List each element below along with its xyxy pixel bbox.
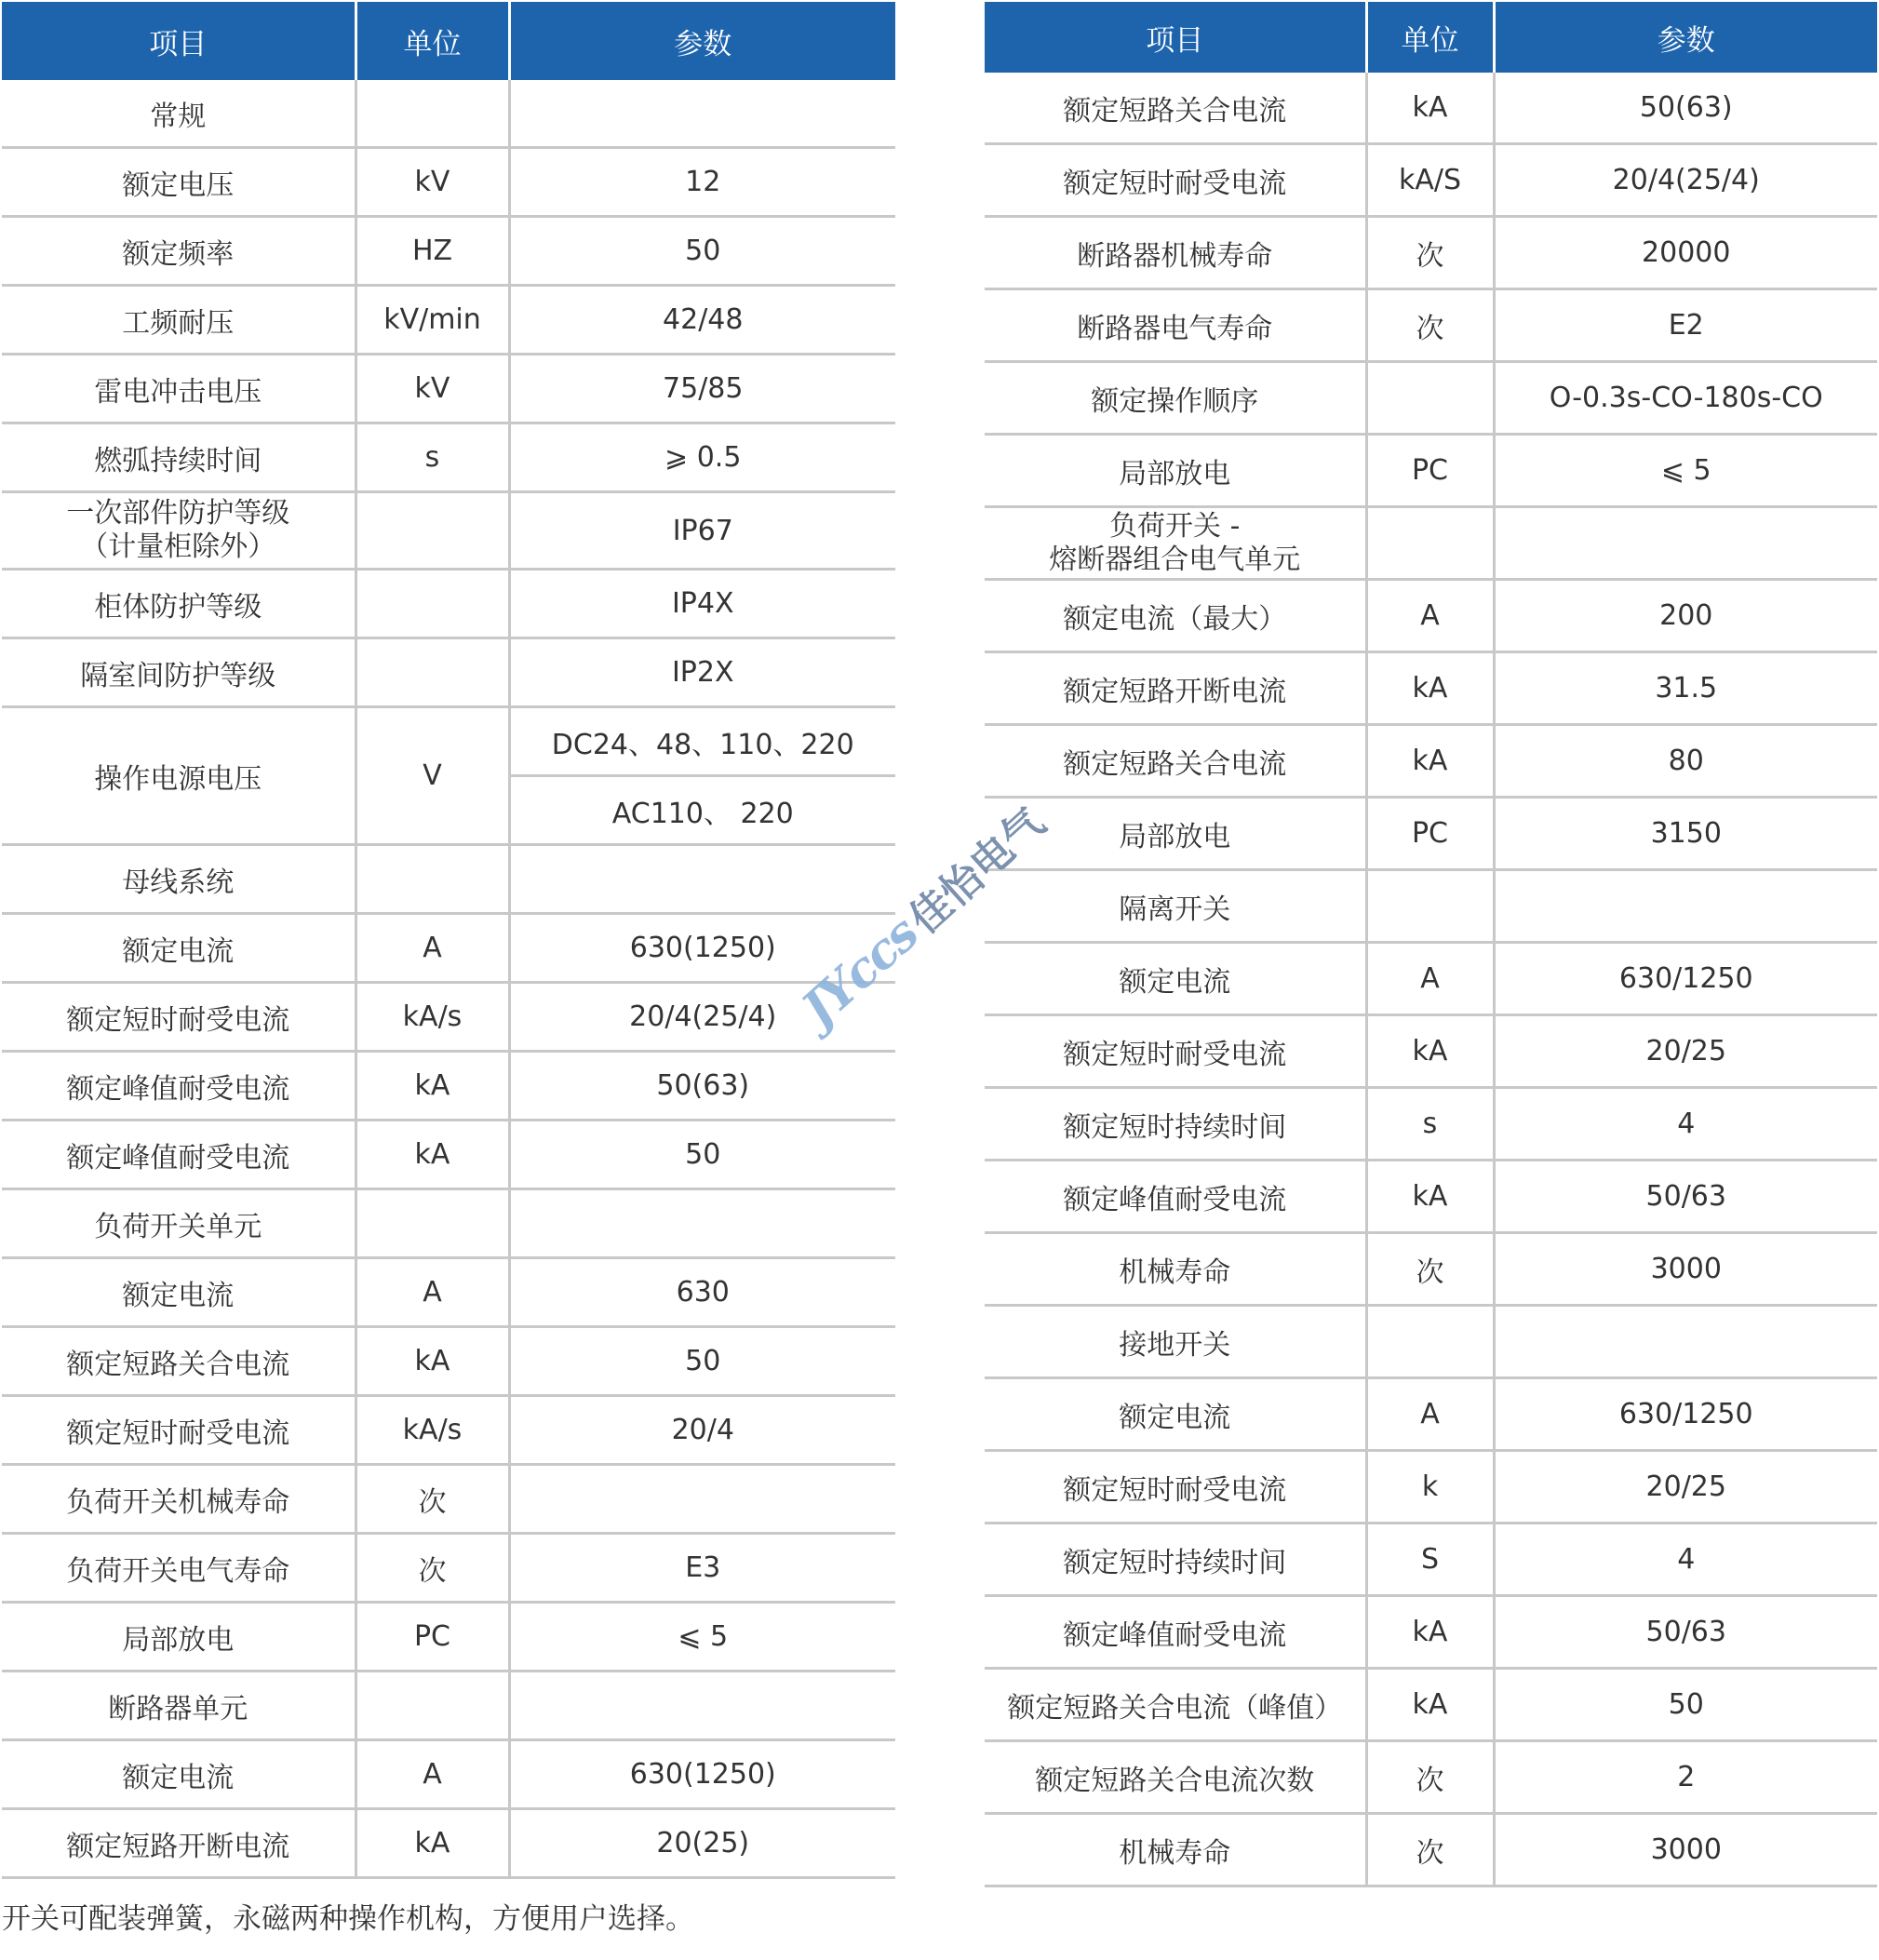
- cell-item: 断路器单元: [2, 1671, 356, 1740]
- cell-item: 额定短时持续时间: [985, 1524, 1366, 1596]
- cell-item: 额定电流: [2, 1258, 356, 1327]
- cell-param: 50: [509, 1327, 895, 1396]
- cell-param: 2: [1494, 1741, 1877, 1814]
- cell-param: 3150: [1494, 798, 1877, 870]
- cell-unit: A: [356, 1740, 509, 1809]
- cell-unit: kA: [1366, 1015, 1494, 1088]
- cell-unit: [1366, 362, 1494, 435]
- cell-param: IP2X: [509, 638, 895, 707]
- table-row: [2, 1121, 895, 1189]
- cell-param: IP4X: [509, 570, 895, 638]
- cell-item: 额定电流（最大）: [985, 580, 1366, 652]
- cell-item: 负荷开关电气寿命: [2, 1534, 356, 1603]
- cell-item: 操作电源电压: [2, 707, 356, 845]
- cell-unit: kV/min: [356, 286, 509, 355]
- cell-unit: kV: [356, 355, 509, 423]
- cell-param: [509, 80, 895, 148]
- table-row: [2, 80, 895, 148]
- cell-param: 3000: [1494, 1233, 1877, 1306]
- cell-param: 20/4(25/4): [1494, 144, 1877, 217]
- cell-unit: HZ: [356, 217, 509, 286]
- cell-unit: 次: [356, 1534, 509, 1603]
- cell-param: 4: [1494, 1524, 1877, 1596]
- cell-param: ⩾ 0.5: [509, 423, 895, 492]
- cell-item: 常规: [2, 80, 356, 148]
- table-row: [985, 1596, 1877, 1669]
- table-row: [2, 1740, 895, 1809]
- cell-unit: V: [356, 707, 509, 845]
- cell-unit: A: [356, 1258, 509, 1327]
- table-row: [985, 1015, 1877, 1088]
- cell-unit: kA: [1366, 1161, 1494, 1233]
- cell-param: 20000: [1494, 217, 1877, 289]
- table-row: [985, 1669, 1877, 1741]
- cell-item: 额定频率: [2, 217, 356, 286]
- cell-unit: A: [1366, 580, 1494, 652]
- table-row: [2, 1189, 895, 1258]
- cell-unit: s: [356, 423, 509, 492]
- header-unit: 单位: [356, 2, 509, 80]
- cell-unit: k: [1366, 1451, 1494, 1524]
- cell-unit: kV: [356, 148, 509, 217]
- cell-unit: 次: [1366, 217, 1494, 289]
- cell-param: [509, 1671, 895, 1740]
- table-row: [2, 1465, 895, 1534]
- cell-unit: kA: [356, 1121, 509, 1189]
- cell-item: 额定短时耐受电流: [985, 144, 1366, 217]
- table-row: [2, 355, 895, 423]
- cell-param: 12: [509, 148, 895, 217]
- cell-item: 额定短时耐受电流: [2, 1396, 356, 1465]
- cell-item: 额定峰值耐受电流: [2, 1121, 356, 1189]
- cell-item: 额定电流: [2, 1740, 356, 1809]
- cell-param: 50/63: [1494, 1596, 1877, 1669]
- cell-param-dc: DC24、48、110、220: [509, 707, 895, 776]
- cell-unit: kA/s: [356, 983, 509, 1052]
- cell-param: [1494, 1306, 1877, 1378]
- cell-unit: kA: [356, 1327, 509, 1396]
- table-row: [985, 798, 1877, 870]
- table-row: [985, 1233, 1877, 1306]
- table-row: [985, 652, 1877, 725]
- cell-param: 200: [1494, 580, 1877, 652]
- cell-unit: PC: [356, 1603, 509, 1671]
- header-unit: 单位: [1366, 2, 1494, 73]
- cell-param: 630(1250): [509, 914, 895, 983]
- cell-param: 20/4: [509, 1396, 895, 1465]
- table-row: [2, 1396, 895, 1465]
- cell-item: 额定短时耐受电流: [2, 983, 356, 1052]
- table-row: [2, 148, 895, 217]
- cell-unit: kA: [1366, 1596, 1494, 1669]
- cell-item: 局部放电: [985, 798, 1366, 870]
- table-row: [2, 1052, 895, 1121]
- cell-param: E2: [1494, 289, 1877, 362]
- cell-unit: kA: [356, 1052, 509, 1121]
- cell-param: 50: [509, 217, 895, 286]
- cell-param: 630/1250: [1494, 1378, 1877, 1451]
- header-item: 项目: [985, 2, 1366, 73]
- cell-param: 20/4(25/4): [509, 983, 895, 1052]
- cell-param: E3: [509, 1534, 895, 1603]
- cell-unit: S: [1366, 1524, 1494, 1596]
- table-row: [985, 217, 1877, 289]
- table-row: [985, 870, 1877, 943]
- cell-unit: 次: [1366, 1741, 1494, 1814]
- table-row: [985, 725, 1877, 798]
- table-row: [985, 435, 1877, 507]
- table-row: [2, 1258, 895, 1327]
- table-row: [985, 289, 1877, 362]
- cell-unit: 次: [1366, 289, 1494, 362]
- table-row: [985, 144, 1877, 217]
- cell-unit: kA/S: [1366, 144, 1494, 217]
- table-row: [985, 507, 1877, 580]
- table-row: [2, 1671, 895, 1740]
- cell-unit: kA: [356, 1809, 509, 1878]
- cell-item: 额定短时耐受电流: [985, 1451, 1366, 1524]
- cell-unit: A: [1366, 943, 1494, 1015]
- table-row: [985, 580, 1877, 652]
- cell-item: 雷电冲击电压: [2, 355, 356, 423]
- cell-param: 50(63): [509, 1052, 895, 1121]
- cell-param: [509, 1465, 895, 1534]
- table-row: [2, 423, 895, 492]
- cell-item: 额定短路关合电流: [2, 1327, 356, 1396]
- cell-item: 额定峰值耐受电流: [985, 1161, 1366, 1233]
- table-row: [2, 1809, 895, 1878]
- watermark-company: 佳怡电气: [900, 799, 1054, 944]
- cell-item: 隔离开关: [985, 870, 1366, 943]
- cell-param: [509, 1189, 895, 1258]
- table-row: [2, 638, 895, 707]
- cell-unit: PC: [1366, 798, 1494, 870]
- table-row: [985, 1161, 1877, 1233]
- cell-item-line2: （计量柜除外）: [80, 530, 276, 563]
- cell-param: ⩽ 5: [509, 1603, 895, 1671]
- cell-unit: [356, 638, 509, 707]
- table-header: [2, 2, 895, 80]
- cell-item: 额定短路关合电流: [985, 73, 1366, 144]
- table-row: [985, 943, 1877, 1015]
- cell-param: 31.5: [1494, 652, 1877, 725]
- cell-item: 额定短路关合电流次数: [985, 1741, 1366, 1814]
- cell-param: 20/25: [1494, 1015, 1877, 1088]
- cell-param: 20(25): [509, 1809, 895, 1878]
- table-header: [985, 2, 1877, 73]
- table-row: [985, 362, 1877, 435]
- cell-item-line2: 熔断器组合电气单元: [1049, 543, 1301, 576]
- cell-item: [985, 507, 1366, 580]
- cell-unit: [356, 1671, 509, 1740]
- cell-item: 额定电流: [985, 1378, 1366, 1451]
- footnote: 开关可配装弹簧，永磁两种操作机构，方便用户选择。: [2, 1902, 694, 1936]
- cell-item: 柜体防护等级: [2, 570, 356, 638]
- table-row: [985, 1306, 1877, 1378]
- spec-table-left: [2, 2, 895, 1879]
- cell-unit: 次: [356, 1465, 509, 1534]
- cell-item: 机械寿命: [985, 1814, 1366, 1886]
- cell-unit: kA: [1366, 73, 1494, 144]
- cell-param: [1494, 507, 1877, 580]
- cell-unit: A: [1366, 1378, 1494, 1451]
- cell-item: 额定短路开断电流: [2, 1809, 356, 1878]
- cell-param: 80: [1494, 725, 1877, 798]
- cell-param: 50: [509, 1121, 895, 1189]
- cell-unit: kA: [1366, 1669, 1494, 1741]
- cell-item: 断路器电气寿命: [985, 289, 1366, 362]
- cell-item: 燃弧持续时间: [2, 423, 356, 492]
- cell-unit: [1366, 1306, 1494, 1378]
- cell-item: 额定电流: [985, 943, 1366, 1015]
- cell-param: 630/1250: [1494, 943, 1877, 1015]
- table-row: [2, 845, 895, 914]
- cell-param: 75/85: [509, 355, 895, 423]
- cell-unit: [356, 570, 509, 638]
- table-row: [2, 1603, 895, 1671]
- header-item: 项目: [2, 2, 356, 80]
- cell-param: 50/63: [1494, 1161, 1877, 1233]
- cell-param: O-0.3s-CO-180s-CO: [1494, 362, 1877, 435]
- cell-param: [1494, 870, 1877, 943]
- cell-item-line1: 一次部件防护等级: [66, 497, 290, 530]
- table-row: [2, 707, 895, 776]
- table-row: [985, 1451, 1877, 1524]
- cell-param: ⩽ 5: [1494, 435, 1877, 507]
- table-row: [985, 1378, 1877, 1451]
- cell-item: 额定峰值耐受电流: [2, 1052, 356, 1121]
- cell-unit: A: [356, 914, 509, 983]
- cell-item: 额定短路关合电流: [985, 725, 1366, 798]
- table-row: [2, 570, 895, 638]
- header-param: 参数: [1494, 2, 1877, 73]
- cell-unit: [356, 845, 509, 914]
- cell-unit: [1366, 870, 1494, 943]
- cell-item-line1: 负荷开关 -: [1109, 509, 1241, 543]
- cell-item: 负荷开关机械寿命: [2, 1465, 356, 1534]
- table-row: [985, 1524, 1877, 1596]
- cell-item: [2, 492, 356, 570]
- table-row: [985, 73, 1877, 144]
- cell-item: 接地开关: [985, 1306, 1366, 1378]
- cell-param: IP67: [509, 492, 895, 570]
- table-row: [2, 914, 895, 983]
- cell-param: 42/48: [509, 286, 895, 355]
- cell-item: 额定短路开断电流: [985, 652, 1366, 725]
- table-row: [985, 1088, 1877, 1161]
- cell-param: 50(63): [1494, 73, 1877, 144]
- cell-unit: [1366, 507, 1494, 580]
- cell-param: 4: [1494, 1088, 1877, 1161]
- cell-unit: kA: [1366, 652, 1494, 725]
- cell-item: 额定电流: [2, 914, 356, 983]
- table-row: [2, 286, 895, 355]
- cell-unit: [356, 80, 509, 148]
- table-row: [2, 217, 895, 286]
- table-row: [985, 1741, 1877, 1814]
- cell-unit: [356, 1189, 509, 1258]
- cell-param: 630(1250): [509, 1740, 895, 1809]
- cell-item: 额定短路关合电流（峰值）: [985, 1669, 1366, 1741]
- cell-param: 630: [509, 1258, 895, 1327]
- cell-item: 额定峰值耐受电流: [985, 1596, 1366, 1669]
- cell-unit: kA/s: [356, 1396, 509, 1465]
- cell-unit: 次: [1366, 1233, 1494, 1306]
- cell-item: 母线系统: [2, 845, 356, 914]
- cell-unit: PC: [1366, 435, 1494, 507]
- cell-unit: [356, 492, 509, 570]
- cell-item: 工频耐压: [2, 286, 356, 355]
- cell-item: 机械寿命: [985, 1233, 1366, 1306]
- table-row: [2, 1534, 895, 1603]
- cell-param: 20/25: [1494, 1451, 1877, 1524]
- cell-item: 额定操作顺序: [985, 362, 1366, 435]
- cell-item: 负荷开关单元: [2, 1189, 356, 1258]
- table-row: [985, 1814, 1877, 1886]
- table-row: [2, 1327, 895, 1396]
- cell-unit: 次: [1366, 1814, 1494, 1886]
- cell-item: 局部放电: [2, 1603, 356, 1671]
- table-row: [2, 983, 895, 1052]
- cell-unit: s: [1366, 1088, 1494, 1161]
- header-param: 参数: [509, 2, 895, 80]
- cell-item: 额定电压: [2, 148, 356, 217]
- cell-item: 隔室间防护等级: [2, 638, 356, 707]
- table-row: [2, 492, 895, 570]
- cell-param-ac: AC110、 220: [509, 776, 895, 845]
- cell-param: 50: [1494, 1669, 1877, 1741]
- watermark-logo: JYccs: [790, 905, 929, 1038]
- cell-item: 额定短时持续时间: [985, 1088, 1366, 1161]
- cell-unit: kA: [1366, 725, 1494, 798]
- spec-table-right: [985, 2, 1877, 1887]
- cell-item: 断路器机械寿命: [985, 217, 1366, 289]
- cell-param: 3000: [1494, 1814, 1877, 1886]
- cell-item: 局部放电: [985, 435, 1366, 507]
- cell-param: [509, 845, 895, 914]
- cell-item: 额定短时耐受电流: [985, 1015, 1366, 1088]
